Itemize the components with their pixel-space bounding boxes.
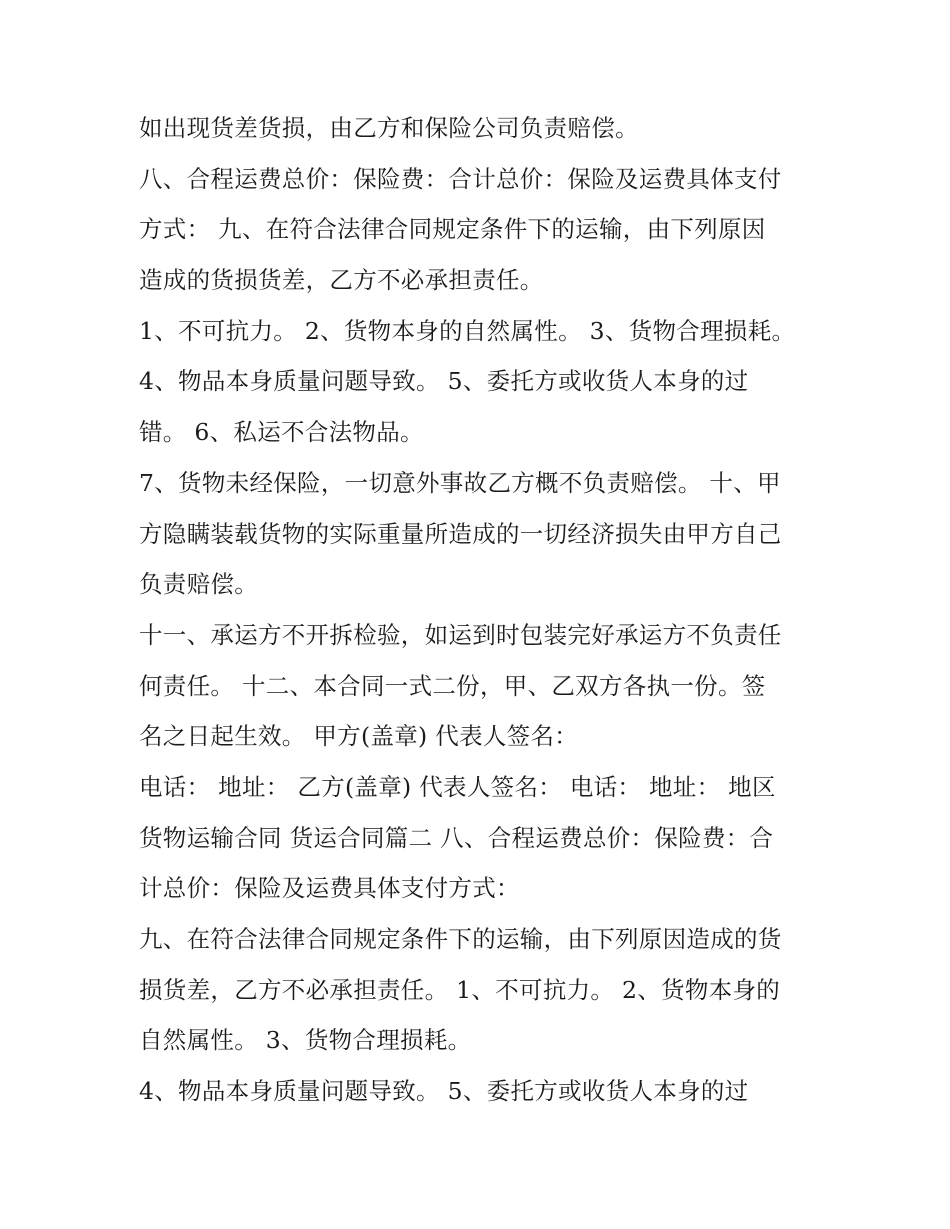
text-line: 电话： 地址： 乙方(盖章) 代表人签名： 电话： 地址： 地区 (139, 772, 776, 801)
text-line: 方隐瞒装载货物的实际重量所造成的一切经济损失由甲方自己 (139, 519, 782, 548)
text-line: 如出现货差货损，由乙方和保险公司负责赔偿。 (139, 114, 639, 142)
text-line: 4、物品本身质量问题导致。 5、委托方或收货人本身的过 (139, 1077, 749, 1106)
text-line: 负责赔偿。 (139, 570, 258, 599)
text-line: 4、物品本身质量问题导致。 5、委托方或收货人本身的过 (139, 367, 749, 396)
text-line: 九、在符合法律合同规定条件下的运输，由下列原因造成的货 (139, 925, 782, 953)
text-line: 十一、承运方不开拆检验，如运到时包装完好承运方不负责任 (139, 620, 782, 649)
text-line: 货物运输合同 货运合同篇二 八、合程运费总价：保险费：合 (139, 823, 774, 852)
text-line: 何责任。 十二、本合同一式二份，甲、乙双方各执一份。签 (139, 671, 766, 700)
text-line: 八、合程运费总价：保险费：合计总价：保险及运费具体支付 (139, 164, 782, 193)
text-line: 名之日起生效。 甲方(盖章) 代表人签名： (139, 722, 579, 751)
text-line: 1、不可抗力。 2、货物本身的自然属性。 3、货物合理损耗。 (139, 316, 796, 345)
contract-text (139, 103, 819, 1117)
text-line: 造成的货损货差，乙方不必承担责任。 (139, 266, 544, 295)
text-line: 损货差，乙方不必承担责任。 1、不可抗力。 2、货物本身的 (139, 975, 781, 1004)
text-line: 自然属性。 3、货物合理损耗。 (139, 1026, 472, 1055)
text-line: 方式： 九、在符合法律合同规定条件下的运输，由下列原因 (139, 215, 766, 244)
text-line: 计总价：保险及运费具体支付方式： (139, 874, 520, 903)
text-line: 错。 6、私运不合法物品。 (139, 418, 424, 447)
text-line: 7、货物未经保险，一切意外事故乙方概不负责赔偿。 十、甲 (139, 468, 781, 497)
